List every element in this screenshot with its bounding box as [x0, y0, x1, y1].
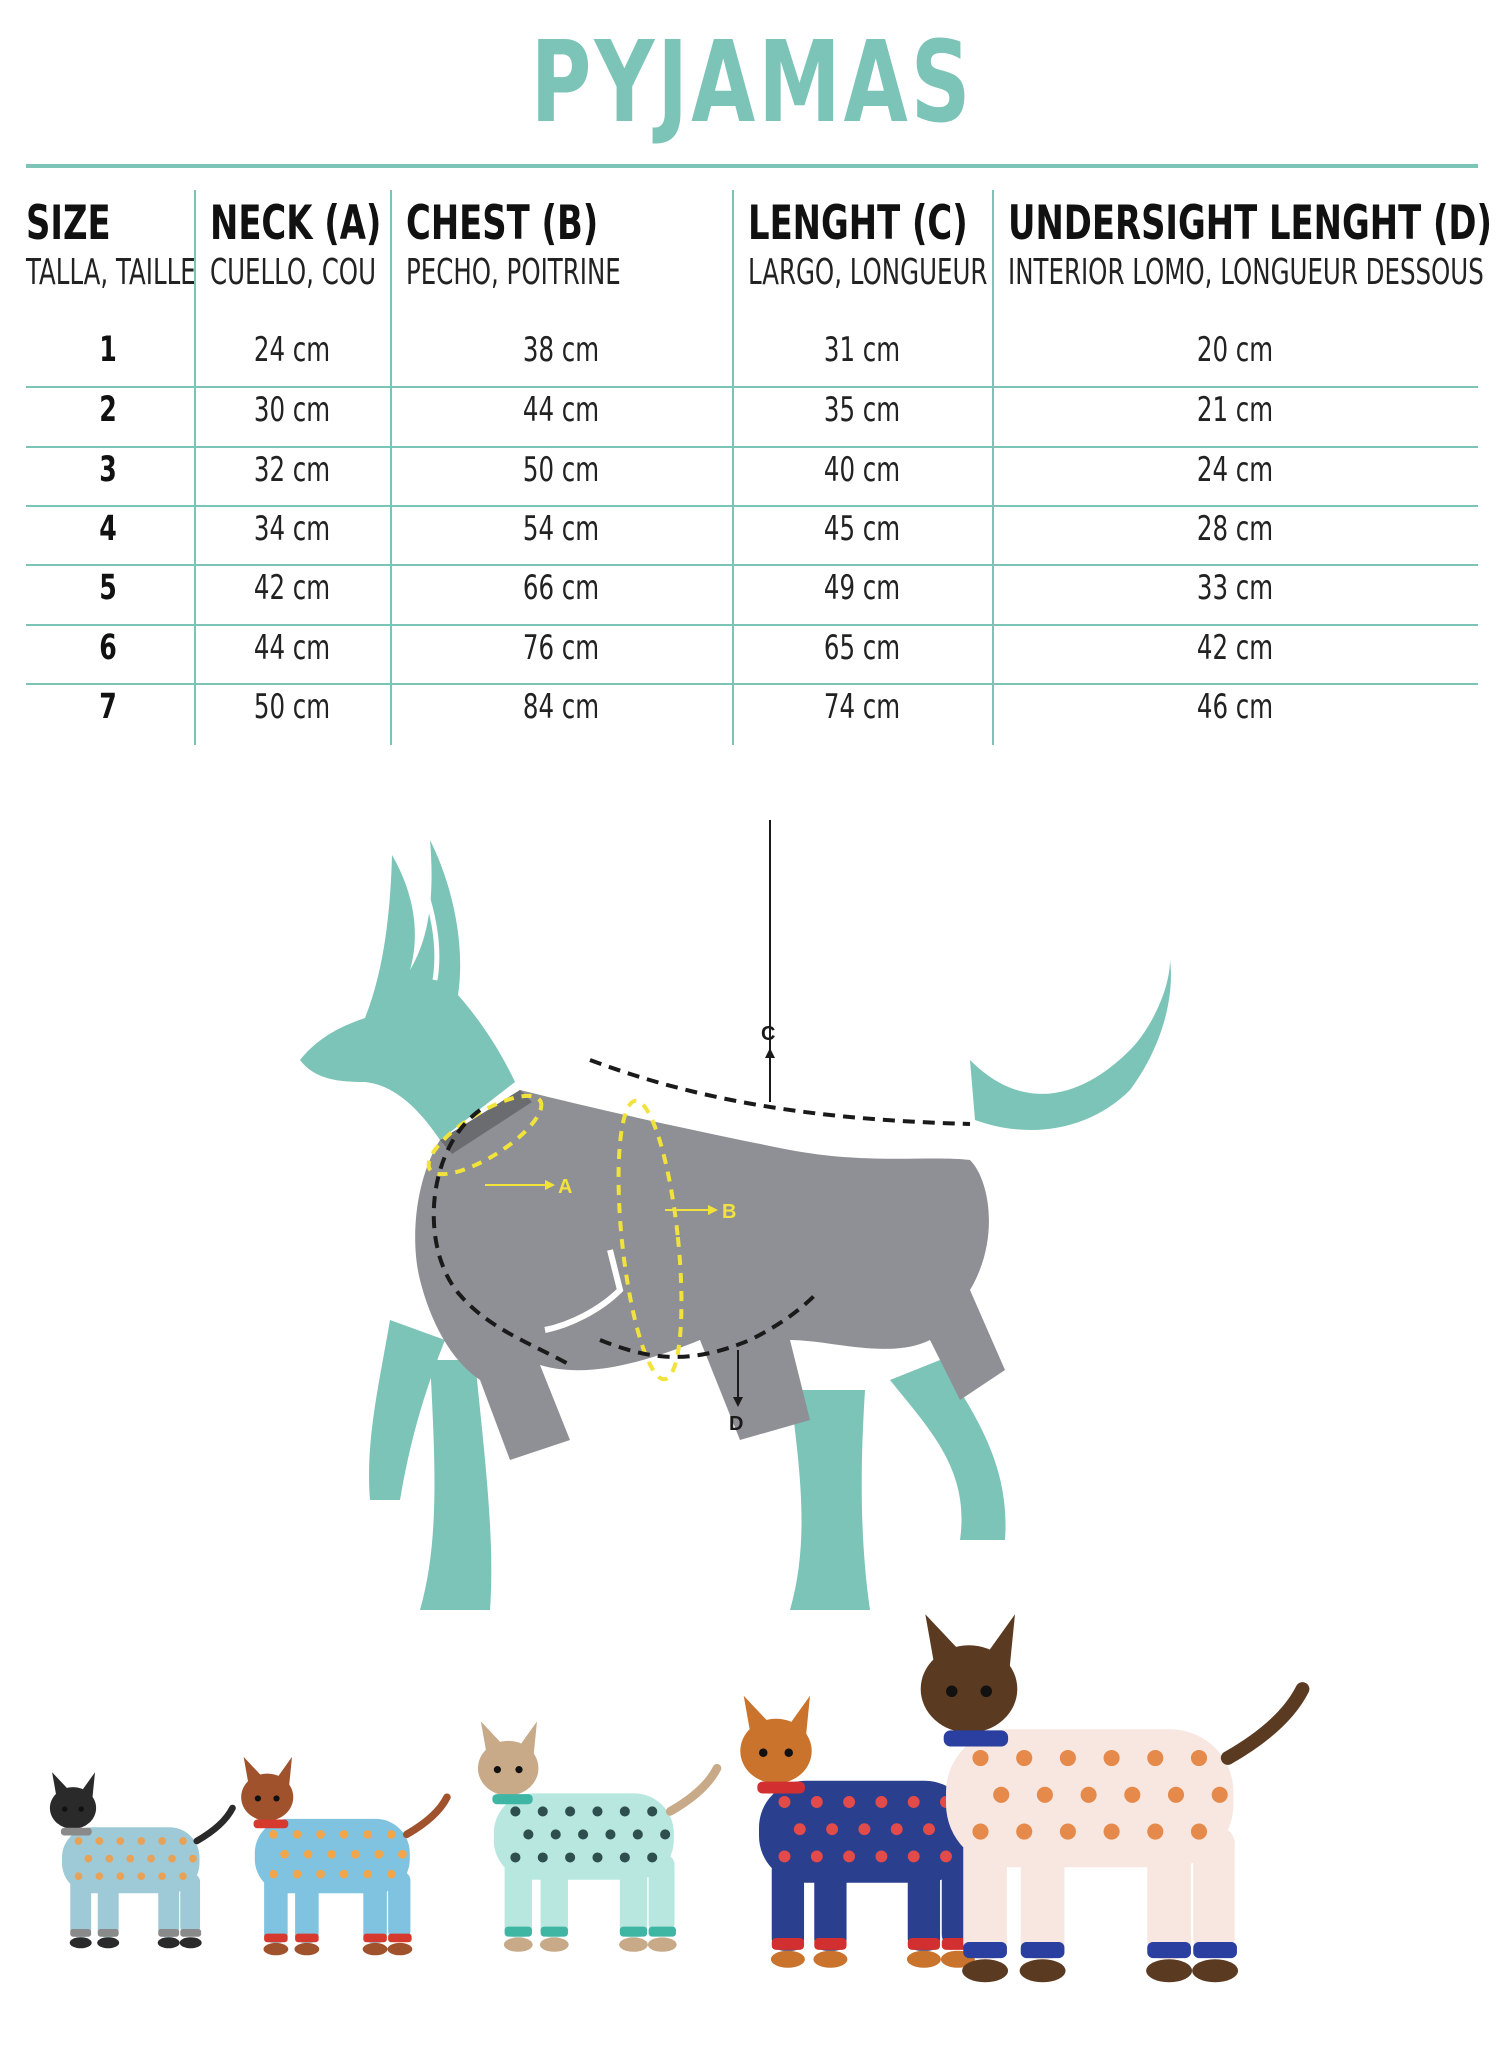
measurement-cell: 42 cm	[1196, 628, 1274, 668]
measurement-cell: 45 cm	[823, 509, 901, 549]
row-divider	[26, 564, 1478, 566]
row-divider	[26, 683, 1478, 685]
row-divider	[26, 505, 1478, 507]
size-cell: 2	[99, 390, 117, 430]
measurement-cell: 33 cm	[1196, 568, 1274, 608]
column-title: LENGHT (C)	[748, 196, 968, 251]
measurement-cell: 40 cm	[823, 450, 901, 490]
measurement-cell: 24 cm	[253, 330, 331, 370]
column-title: CHEST (B)	[406, 196, 599, 251]
measurement-cell: 74 cm	[823, 687, 901, 727]
column-subtitle: LARGO, LONGUEUR	[748, 252, 988, 293]
column-subtitle: INTERIOR LOMO, LONGUEUR DESSOUS	[1008, 252, 1484, 293]
column-subtitle: TALLA, TAILLE	[26, 252, 196, 293]
photo-large-brown-dog	[921, 1614, 1303, 1982]
length-measure-line	[590, 1060, 970, 1124]
photo-french-bulldog	[478, 1721, 717, 1951]
photo-small-black-dog	[50, 1772, 233, 1948]
measurement-cell: 28 cm	[1196, 509, 1274, 549]
title-rule	[26, 164, 1478, 168]
measurement-cell: 66 cm	[522, 568, 600, 608]
row-divider	[26, 386, 1478, 388]
size-table	[26, 190, 1492, 745]
size-cell: 6	[99, 628, 117, 668]
measurement-cell: 42 cm	[253, 568, 331, 608]
measurement-cell: 30 cm	[253, 390, 331, 430]
measurement-cell: 21 cm	[1196, 390, 1274, 430]
measurement-cell: 46 cm	[1196, 687, 1274, 727]
measurement-cell: 20 cm	[1196, 330, 1274, 370]
row-divider	[26, 446, 1478, 448]
measurement-cell: 44 cm	[522, 390, 600, 430]
column-subtitle: CUELLO, COU	[210, 252, 376, 293]
size-cell: 3	[99, 450, 117, 490]
measurement-cell: 34 cm	[253, 509, 331, 549]
label-c: C	[761, 1023, 776, 1045]
page-title: PYJAMAS	[530, 18, 974, 148]
measurement-cell: 31 cm	[823, 330, 901, 370]
measurement-cell: 84 cm	[522, 687, 600, 727]
measurement-cell: 44 cm	[253, 628, 331, 668]
size-cell: 7	[99, 687, 117, 727]
measurement-cell: 76 cm	[522, 628, 600, 668]
dog-measurement-diagram	[270, 820, 1210, 1660]
photo-brown-poodle	[241, 1757, 447, 1955]
column-title: SIZE	[26, 196, 111, 251]
measurement-cell: 38 cm	[522, 330, 600, 370]
measurement-cell: 50 cm	[253, 687, 331, 727]
label-a: A	[558, 1176, 573, 1198]
row-divider	[26, 624, 1478, 626]
size-cell: 4	[99, 509, 117, 549]
measurement-cell: 54 cm	[522, 509, 600, 549]
measurement-cell: 35 cm	[823, 390, 901, 430]
measurement-cell: 49 cm	[823, 568, 901, 608]
measurement-cell: 65 cm	[823, 628, 901, 668]
column-title: NECK (A)	[210, 196, 382, 251]
label-d: D	[729, 1413, 744, 1435]
dogs-photo-strip	[0, 1600, 1504, 2061]
measurement-cell: 50 cm	[522, 450, 600, 490]
column-title: UNDERSIGHT LENGHT (D)	[1008, 196, 1492, 251]
measurement-cell: 24 cm	[1196, 450, 1274, 490]
size-cell: 5	[99, 568, 117, 608]
label-b: B	[722, 1201, 737, 1223]
size-cell: 1	[99, 330, 117, 370]
column-subtitle: PECHO, POITRINE	[406, 252, 621, 293]
measurement-cell: 32 cm	[253, 450, 331, 490]
